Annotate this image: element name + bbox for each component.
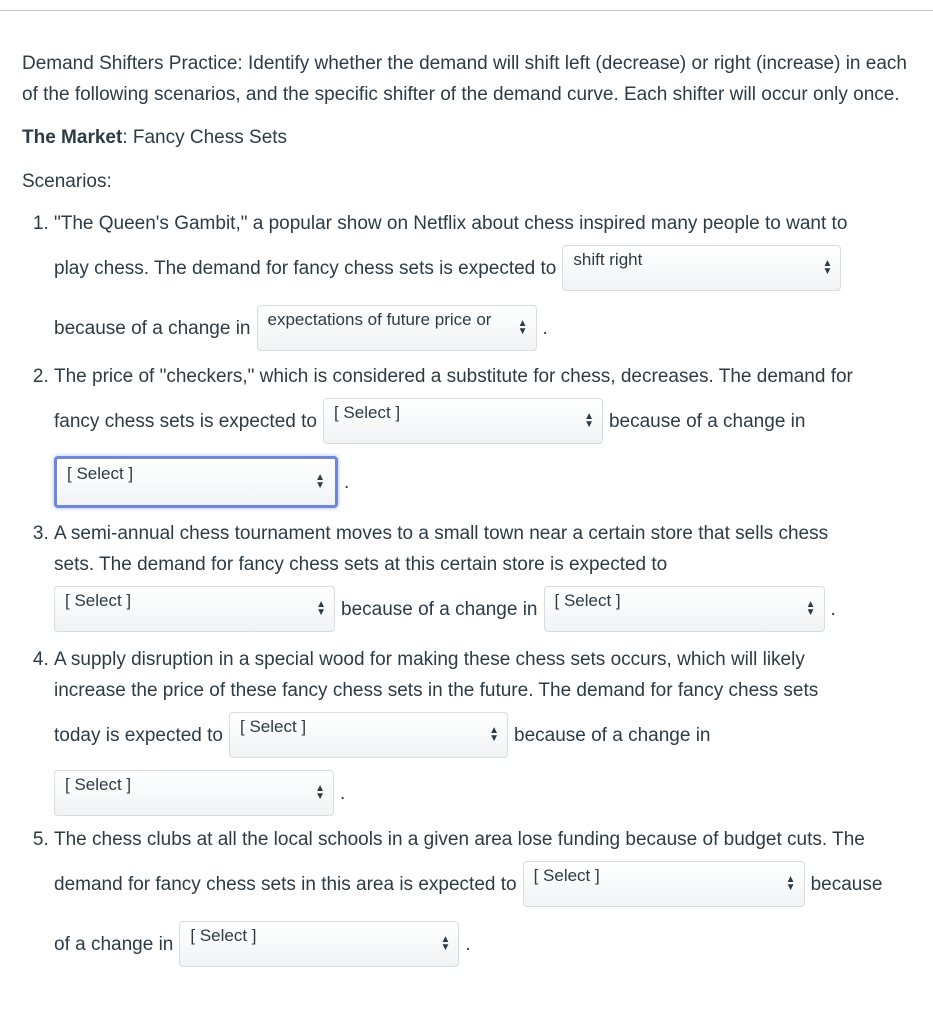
q1-shift-value: shift right — [573, 249, 643, 269]
q3-shifter-value: [ Select ] — [554, 590, 621, 610]
select-arrows-icon: ▲ ▼ — [440, 934, 451, 953]
q2-shifter-value: [ Select ] — [67, 463, 134, 483]
q3-shifter-select[interactable] — [544, 586, 825, 632]
period: . — [340, 782, 346, 804]
q4-shift-value: [ Select ] — [240, 716, 307, 736]
market-line: The Market: Fancy Chess Sets — [22, 127, 288, 148]
scenario-1 — [54, 208, 912, 351]
period: . — [465, 933, 471, 955]
q5-shifter-select[interactable] — [179, 921, 459, 967]
q4-shift-select[interactable] — [229, 712, 508, 758]
q1-text-c: because of a change in — [54, 317, 251, 339]
q4-shifter-value: [ Select ] — [65, 774, 132, 794]
q5-text-b: demand for fancy chess sets in this area is expected to — [54, 873, 517, 895]
q2-text-a: 2. The price of "checkers," which is considered a substitute for chess, decreases. The demand for — [54, 366, 853, 387]
market-value: Fancy Chess Sets — [132, 127, 288, 148]
question-content — [22, 48, 912, 967]
q1-shifter-select[interactable] — [257, 305, 537, 351]
q1-shifter-value: expectations of future price or — [267, 309, 492, 329]
scenario-4 — [54, 644, 912, 816]
q5-shift-value: [ Select ] — [533, 865, 600, 885]
scenario-3 — [54, 518, 912, 632]
q4-shifter-select[interactable] — [54, 770, 334, 816]
intro-text: Demand Shifters Practice: Identify whether the demand will shift left (decrease) or right (increase) in each of the following scenarios, and the specific shifter of the demand curve. Each shifter will occur only once. — [22, 53, 907, 105]
select-arrows-icon: ▲ ▼ — [316, 599, 326, 618]
q1-text-b: play chess. The demand for fancy chess sets is expected to — [54, 257, 557, 279]
period: . — [830, 598, 836, 620]
q4-text-d: because of a change in — [514, 724, 711, 746]
q3-text-c: because of a change in — [341, 598, 538, 620]
select-arrows-icon: ▲ ▼ — [822, 258, 833, 277]
q2-shifter-select[interactable] — [54, 456, 338, 508]
q5-shift-select[interactable] — [523, 861, 805, 907]
scenarios-heading: Scenarios: — [22, 171, 112, 192]
select-arrows-icon: ▲ ▼ — [785, 874, 796, 893]
q2-shift-select[interactable] — [323, 398, 603, 444]
q2-text-c: because of a change in — [608, 410, 806, 432]
q3-text-a: 3. A semi-annual chess tournament moves to a small town near a certain store that sells chess — [54, 523, 829, 544]
q3-text-b: sets. The demand for fancy chess sets at this certain store is expected to — [54, 554, 668, 575]
scenario-list — [22, 208, 912, 967]
q3-shift-value: [ Select ] — [65, 590, 132, 610]
q4-text-b: increase the price of these fancy chess sets in the future. The demand for fancy chess sets — [54, 680, 819, 701]
q4-text-c: today is expected to — [54, 724, 223, 746]
scenario-2 — [54, 361, 912, 508]
select-arrows-icon: ▲ ▼ — [315, 783, 325, 802]
market-label: The Market — [22, 127, 123, 148]
q5-shifter-value: [ Select ] — [190, 925, 257, 945]
select-arrows-icon: ▲ ▼ — [805, 599, 816, 618]
select-arrows-icon: ▲ ▼ — [489, 725, 499, 744]
q5-text-a: 5. The chess clubs at all the local schools in a given area lose funding because of budget cuts. The — [54, 829, 865, 850]
q1-text-a: 1. "The Queen's Gambit," a popular show on Netflix about chess inspired many people to want to — [54, 213, 848, 234]
q2-text-b: fancy chess sets is expected to — [54, 410, 317, 432]
q3-shift-select[interactable] — [54, 586, 335, 632]
period: . — [542, 317, 548, 339]
top-divider — [0, 10, 933, 11]
q5-text-c: because — [810, 873, 883, 895]
q4-text-a: 4. A supply disruption in a special wood for making these chess sets occurs, which will likely — [54, 649, 805, 670]
select-arrows-icon: ▲ ▼ — [584, 411, 594, 430]
period: . — [344, 471, 350, 493]
q1-shift-select[interactable] — [562, 245, 841, 291]
q5-text-d: of a change in — [54, 933, 174, 955]
scenario-5 — [54, 824, 912, 967]
q2-shift-value: [ Select ] — [333, 402, 401, 422]
select-arrows-icon: ▲ ▼ — [517, 318, 528, 337]
select-arrows-icon: ▲ ▼ — [315, 472, 325, 491]
